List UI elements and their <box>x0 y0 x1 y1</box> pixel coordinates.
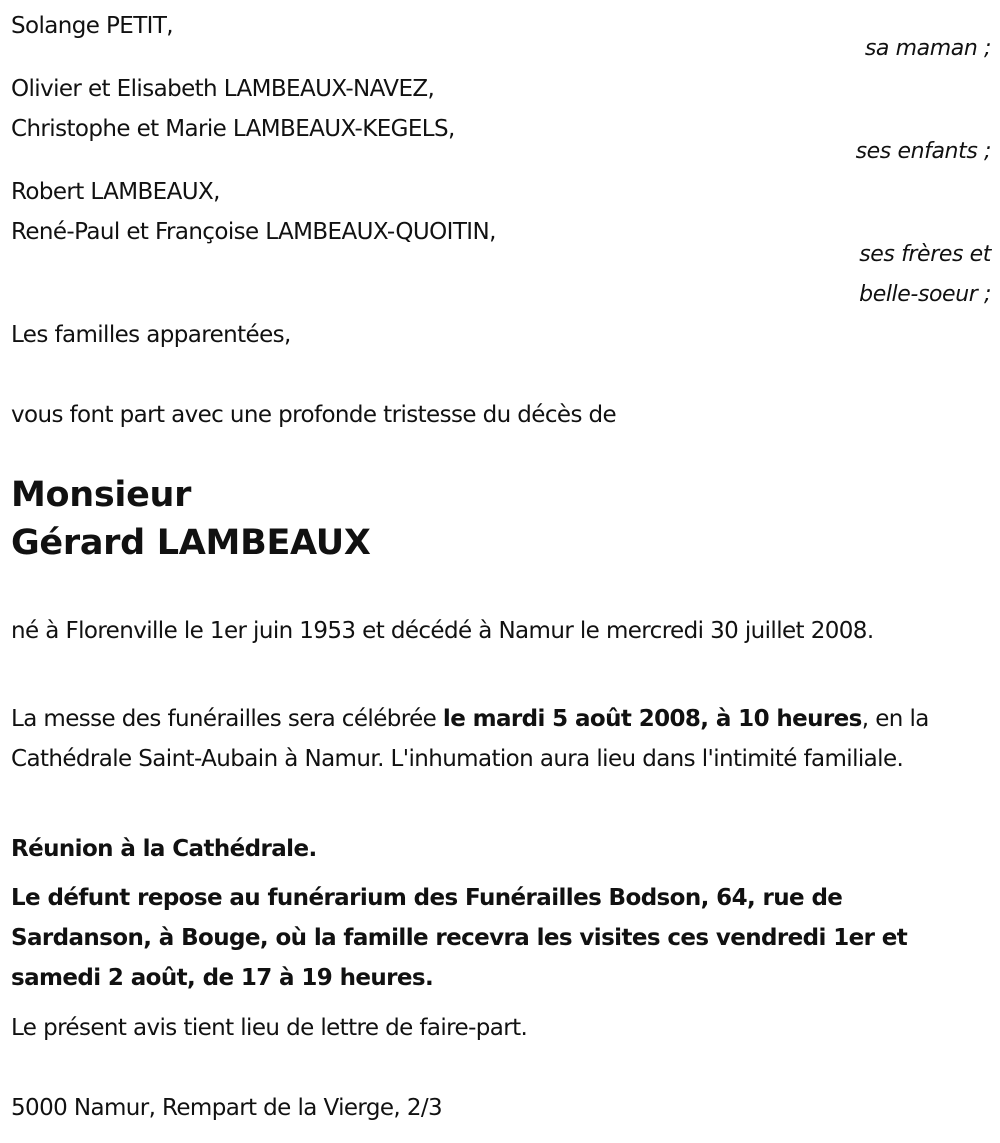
funeral-home-details: Le défunt repose au funérarium des Funérailles Bodson, 64, rue de Sardanson, à Bouge, où la famille recevra les visites ces vendredi 1er et samedi 2 août, de 17 à 19 heures. <box>11 885 908 991</box>
child-name: Olivier et Elisabeth LAMBEAUX-NAVEZ, <box>11 76 435 102</box>
relatives: Les familles apparentées, <box>11 322 291 348</box>
children-role: ses enfants ; <box>855 139 991 164</box>
announcement: vous font part avec une profonde tristesse du décès de <box>11 402 617 428</box>
siblings-role-line1: ses frères et <box>859 242 991 267</box>
sibling-name: René-Paul et Françoise LAMBEAUX-QUOITIN, <box>11 219 496 245</box>
address: 5000 Namur, Rempart de la Vierge, 2/3 <box>11 1095 443 1121</box>
mass-rest: , en la Cathédrale Saint-Aubain à Namur. L'inhumation aura lieu dans l'intimité familiale. <box>11 706 929 772</box>
notice: Le présent avis tient lieu de lettre de faire-part. <box>11 1015 528 1041</box>
deceased-name: Gérard LAMBEAUX <box>11 523 371 563</box>
mother-role: sa maman ; <box>864 36 991 61</box>
sibling-name: Robert LAMBEAUX, <box>11 179 220 205</box>
meeting-note: Réunion à la Cathédrale. <box>11 836 317 862</box>
mass-intro: La messe des funérailles sera célébrée <box>11 706 443 732</box>
birth-death-details: né à Florenville le 1er juin 1953 et décédé à Namur le mercredi 30 juillet 2008. <box>11 618 874 644</box>
mother-name: Solange PETIT, <box>11 13 173 39</box>
child-name: Christophe et Marie LAMBEAUX-KEGELS, <box>11 116 455 142</box>
mass-date: le mardi 5 août 2008, à 10 heures <box>442 706 862 732</box>
mass-details <box>11 699 986 779</box>
deceased-title: Monsieur <box>11 475 192 515</box>
siblings-role-line2: belle-soeur ; <box>859 282 991 307</box>
